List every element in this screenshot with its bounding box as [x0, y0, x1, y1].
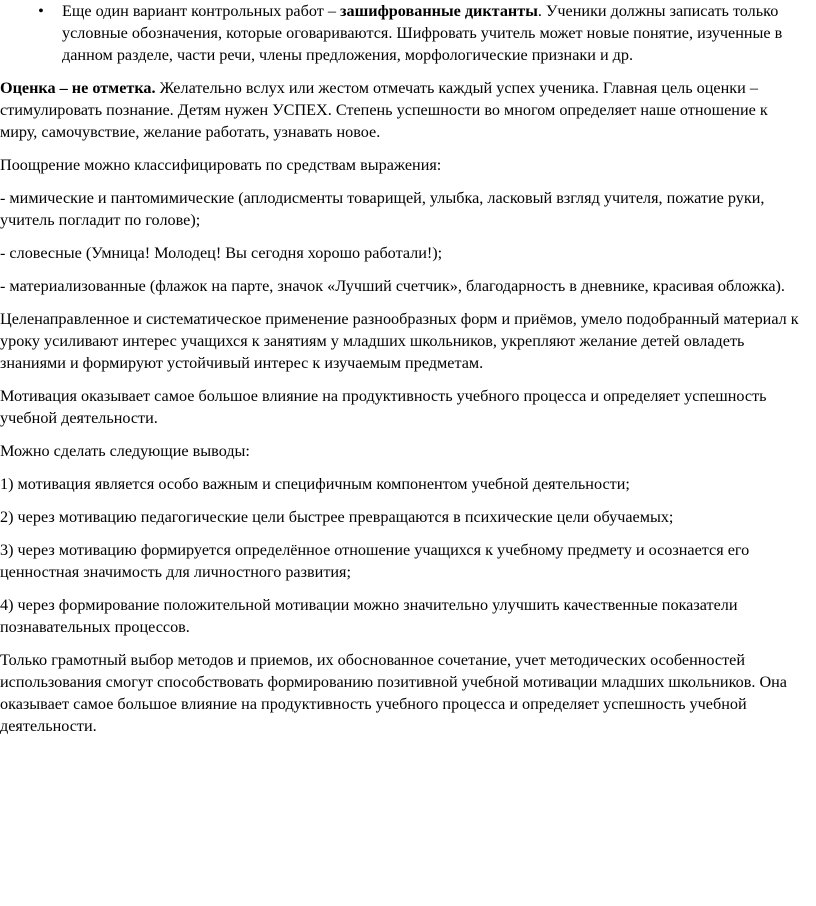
assessment-text: Желательно вслух или жестом отмечать каждый успех ученика. Главная цель оценки – стимулировать познание. Детям нужен УСПЕХ. Степень успешности во многом определяет наше отношение к миру, самочувствие, желание работать, узнавать новое. — [0, 79, 768, 141]
conclusion-item-3: 3) через мотивацию формируется определённое отношение учащихся к учебному предмету и осознается его ценностная значимость для личностного развития; — [0, 541, 750, 581]
paragraph-encouragement-intro: Поощрение можно классифицировать по средствам выражения: — [0, 156, 442, 174]
assessment-paragraph — [0, 77, 812, 143]
paragraph-material-encouragement: - материализованные (флажок на парте, значок «Лучший счетчик», благодарность в дневнике, красивая обложка). — [0, 277, 785, 295]
conclusion-item-2: 2) через мотивацию педагогические цели быстрее превращаются в психические цели обучаемых; — [0, 508, 674, 526]
paragraph-mimic-encouragement: - мимические и пантомимические (аплодисменты товарищей, улыбка, ласковый взгляд учителя, пожатие руки, учитель погладит по голове); — [0, 189, 765, 229]
paragraph-verbal-encouragement: - словесные (Умница! Молодец! Вы сегодня хорошо работали!); — [0, 244, 443, 262]
paragraph-purposeful-application: Целенаправленное и систематическое применение разнообразных форм и приёмов, умело подобранный материал к уроку усиливают интерес учащихся к занятиям у младших школьников, укрепляют желание детей овладеть знаниями и формируют устойчивый интерес к изучаемым предметам. — [0, 310, 799, 372]
bullet-bold-term: зашифрованные диктанты — [340, 2, 538, 20]
conclusion-item-1: 1) мотивация является особо важным и специфичным компонентом учебной деятельности; — [0, 475, 630, 493]
bullet-dot-icon: • — [38, 2, 44, 20]
bullet-intro-text: Еще один вариант контрольных работ – — [62, 2, 340, 20]
conclusion-item-4: 4) через формирование положительной мотивации можно значительно улучшить качественные показатели познавательных процессов. — [0, 596, 738, 636]
bullet-item-encrypted-dictations — [0, 0, 812, 66]
paragraph-motivation-influence: Мотивация оказывает самое большое влияние на продуктивность учебного процесса и определяет успешность учебной деятельности. — [0, 387, 767, 427]
paragraph-conclusions-intro: Можно сделать следующие выводы: — [0, 442, 250, 460]
assessment-bold-heading: Оценка – не отметка. — [0, 79, 156, 97]
bullet-rest-text: . Ученики должны записать только условные обозначения, которые оговариваются. Шифровать учитель может новые понятие, изученные в данном разделе, части речи, члены предложения, морфологические признаки и др. — [62, 2, 783, 64]
paragraph-final-summary: Только грамотный выбор методов и приемов, их обоснованное сочетание, учет методических особенностей использования смогут способствовать формированию позитивной учебной мотивации младших школьников. Она оказывает самое большое влияние на продуктивность учебного процесса и определяет успешность учебной деятельности. — [0, 651, 787, 735]
